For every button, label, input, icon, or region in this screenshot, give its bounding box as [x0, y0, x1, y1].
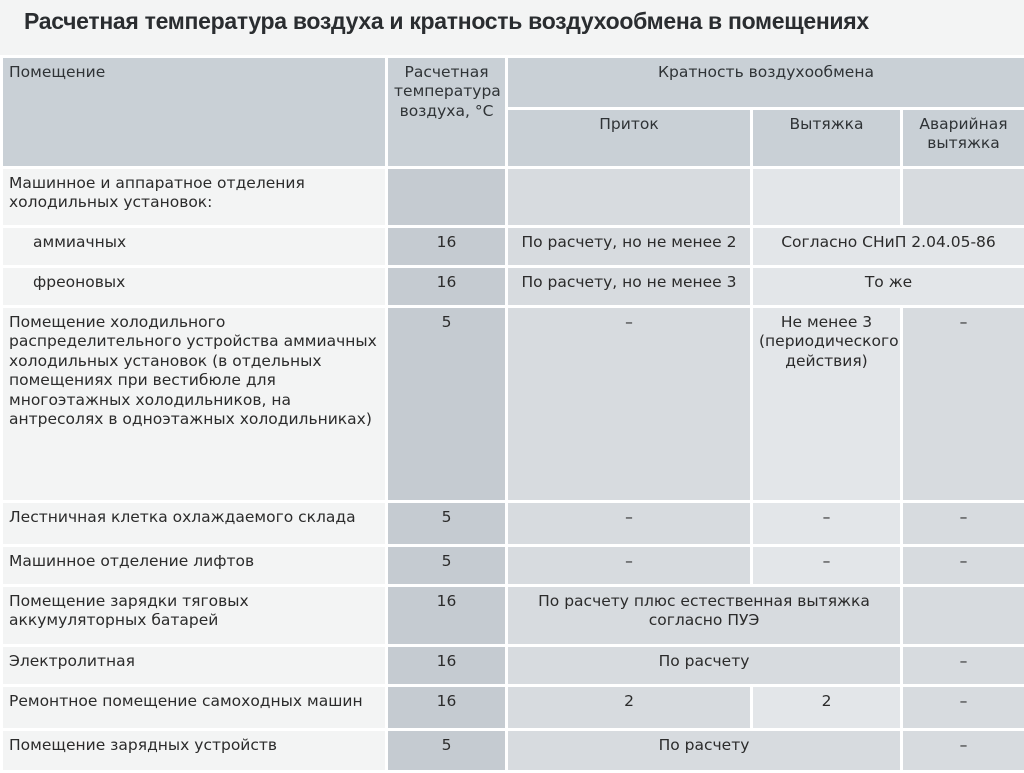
room-name: Помещение холодильного распределительного устройства аммиачных холодильных установок (в отдельных помещениях при вестибюле для многоэтажных холодильников, на антресолях в одноэтажных холодильниках)	[2, 307, 387, 502]
supply-cell: –	[507, 307, 752, 502]
supply-cell: По расчету, но не менее 2	[507, 227, 752, 267]
emergency-cell: –	[902, 502, 1024, 546]
table-row	[2, 227, 1024, 267]
table-row	[2, 586, 1024, 646]
header-room: Помещение	[2, 57, 387, 168]
room-name: аммиачных	[2, 227, 387, 267]
table-row	[2, 730, 1024, 772]
exhaust-cell: –	[752, 502, 902, 546]
temperature-cell	[387, 168, 507, 227]
temperature-cell: 5	[387, 730, 507, 772]
emergency-cell: –	[902, 546, 1024, 586]
supply-cell: По расчету плюс естественная вытяжка согласно ПУЭ	[507, 586, 902, 646]
header-supply: Приток	[507, 109, 752, 168]
table-row	[2, 686, 1024, 730]
supply-cell: 2	[507, 686, 752, 730]
emergency-cell: –	[902, 646, 1024, 686]
header-temperature: Расчетная температура воздуха, °С	[387, 57, 507, 168]
table-row	[2, 168, 1024, 227]
emergency-cell	[902, 586, 1024, 646]
emergency-cell	[902, 168, 1024, 227]
supply-cell: –	[507, 502, 752, 546]
header-exchange-rate: Кратность воздухообмена	[507, 57, 1024, 109]
supply-cell: По расчету	[507, 730, 902, 772]
room-name: Машинное отделение лифтов	[2, 546, 387, 586]
room-name: Электролитная	[2, 646, 387, 686]
emergency-cell: –	[902, 686, 1024, 730]
room-name: Помещение зарядных устройств	[2, 730, 387, 772]
supply-cell: По расчету	[507, 646, 902, 686]
room-name: Ремонтное помещение самоходных машин	[2, 686, 387, 730]
header-exhaust: Вытяжка	[752, 109, 902, 168]
exhaust-cell: То же	[752, 267, 1024, 307]
emergency-cell: –	[902, 307, 1024, 502]
temperature-cell: 5	[387, 502, 507, 546]
air-exchange-table	[0, 55, 1024, 773]
supply-cell	[507, 168, 752, 227]
exhaust-cell: Согласно СНиП 2.04.05-86	[752, 227, 1024, 267]
temperature-cell: 16	[387, 686, 507, 730]
table-row	[2, 646, 1024, 686]
temperature-cell: 16	[387, 227, 507, 267]
table-row	[2, 307, 1024, 502]
room-name: Машинное и аппаратное отделения холодильных установок:	[2, 168, 387, 227]
header-emergency-exhaust: Аварийная вытяжка	[902, 109, 1024, 168]
exhaust-cell: –	[752, 546, 902, 586]
table-row	[2, 502, 1024, 546]
room-name: Помещение зарядки тяговых аккумуляторных батарей	[2, 586, 387, 646]
page-title: Расчетная температура воздуха и кратность воздухообмена в помещениях	[0, 0, 1024, 56]
room-name: фреоновых	[2, 267, 387, 307]
supply-cell: По расчету, но не менее 3	[507, 267, 752, 307]
emergency-cell: –	[902, 730, 1024, 772]
room-name: Лестничная клетка охлаждаемого склада	[2, 502, 387, 546]
temperature-cell: 5	[387, 307, 507, 502]
temperature-cell: 16	[387, 267, 507, 307]
table-row	[2, 546, 1024, 586]
exhaust-cell: Не менее 3 (периодического действия)	[752, 307, 902, 502]
temperature-cell: 16	[387, 646, 507, 686]
exhaust-cell	[752, 168, 902, 227]
temperature-cell: 5	[387, 546, 507, 586]
supply-cell: –	[507, 546, 752, 586]
exhaust-cell: 2	[752, 686, 902, 730]
table-row	[2, 267, 1024, 307]
temperature-cell: 16	[387, 586, 507, 646]
